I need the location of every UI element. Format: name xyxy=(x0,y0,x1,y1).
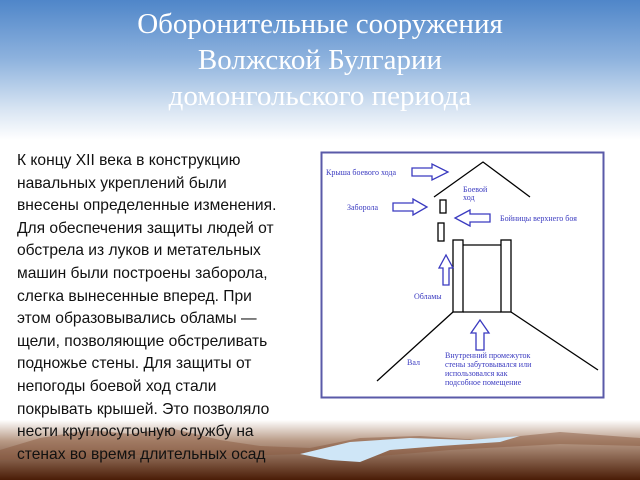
loopholes-label: Бойницы верхнего боя xyxy=(500,214,577,223)
fortification-diagram xyxy=(320,151,606,400)
body-line: подножье стены. Для защиты от xyxy=(17,355,252,373)
roof-label: Крыша боевого хода xyxy=(326,168,397,177)
body-line: стенах во время длительных осад xyxy=(17,445,266,463)
body-line: покрывать крышей. Это позволяло xyxy=(17,400,270,418)
body-line: машин были построены заборола, xyxy=(17,264,268,282)
oblamy-label: Обламы xyxy=(414,292,442,301)
slide-title xyxy=(0,6,640,114)
inner-label: использовался как xyxy=(445,369,508,378)
inner-label: подсобное помещение xyxy=(445,378,522,387)
body-line: обстрела из луков и метательных xyxy=(17,242,261,260)
rampart-label: Вал xyxy=(407,358,420,367)
walkway-label: Боевой xyxy=(463,185,488,194)
title-line: Оборонительные сооружения xyxy=(137,8,503,40)
body-line: К концу XII века в конструкцию xyxy=(17,152,241,169)
inner-label: стены забутовывался или xyxy=(445,360,532,369)
title-line: домонгольского периода xyxy=(168,80,472,112)
body-line: Для обеспечения защиты людей от xyxy=(17,219,274,237)
inner-label: Внутренний промежуток xyxy=(445,351,531,360)
body-line: внесены определенные изменения. xyxy=(17,197,277,215)
body-line: щели, позволяющие обстреливать xyxy=(17,332,268,350)
body-line: этом образовывались обламы — xyxy=(17,310,257,328)
zabrala-label: Заборола xyxy=(347,203,379,212)
body-text xyxy=(17,150,322,466)
walkway-label: ход xyxy=(463,193,475,202)
title-line: Волжской Булгарии xyxy=(197,44,443,76)
body-line: слегка вынесенные вперед. При xyxy=(17,287,252,305)
body-line: непогоды боевой ход стали xyxy=(17,377,217,395)
body-line: навальных укреплений были xyxy=(17,174,227,192)
body-line: нести круглосуточную службу на xyxy=(17,423,254,441)
